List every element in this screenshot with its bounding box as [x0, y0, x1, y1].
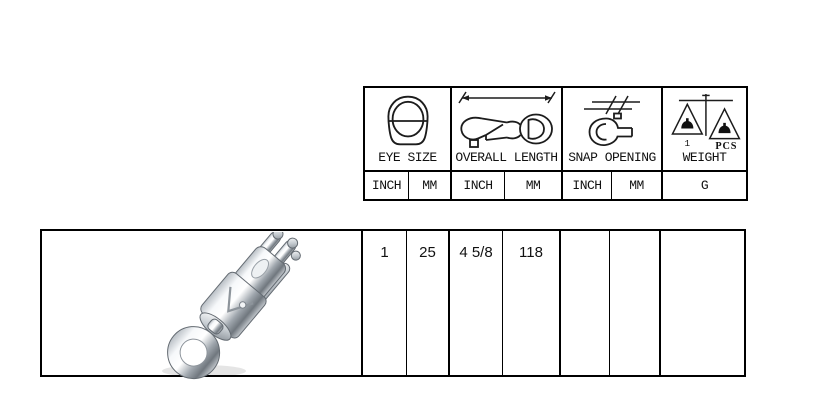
unit-header-snap-opening-inch: INCH	[563, 172, 612, 199]
value-overall-length-inch: 4 5/8	[450, 231, 503, 375]
weight-icon-right-label: PCS	[714, 140, 737, 151]
unit-header-overall-length-inch: INCH	[452, 172, 505, 199]
column-label-weight: WEIGHT	[682, 150, 727, 165]
column-header-eye-size	[365, 88, 452, 172]
value-overall-length-mm: 118	[503, 231, 561, 375]
value-snap-opening-inch	[561, 231, 610, 375]
product-spec-row-table	[40, 229, 746, 377]
value-eye-size-inch: 1	[363, 231, 407, 375]
overall-length-icon	[452, 91, 561, 151]
column-label-overall-length: OVERALL LENGTH	[455, 150, 558, 165]
column-header-overall-length	[452, 88, 563, 172]
unit-header-weight-g: G	[700, 178, 709, 193]
unit-header-eye-size-mm: MM	[409, 172, 452, 199]
column-header-snap-opening	[563, 88, 663, 172]
product-photo-cell	[42, 231, 363, 375]
unit-header-eye-size-inch: INCH	[365, 172, 409, 199]
snap-opening-icon	[563, 91, 661, 151]
weight-icon-left-label: 1	[684, 138, 690, 150]
eye-size-icon	[365, 91, 450, 151]
column-label-eye-size: EYE SIZE	[378, 150, 437, 165]
spec-header-table	[363, 86, 748, 201]
unit-header-overall-length-mm: MM	[505, 172, 563, 199]
unit-header-snap-opening-mm: MM	[612, 172, 663, 199]
value-weight-g	[661, 231, 744, 375]
weight-scale-icon	[663, 91, 746, 151]
column-label-snap-opening: SNAP OPENING	[568, 150, 656, 165]
value-snap-opening-mm	[610, 231, 661, 375]
column-header-weight	[663, 88, 746, 172]
value-eye-size-mm: 25	[407, 231, 450, 375]
product-photo	[152, 232, 308, 380]
